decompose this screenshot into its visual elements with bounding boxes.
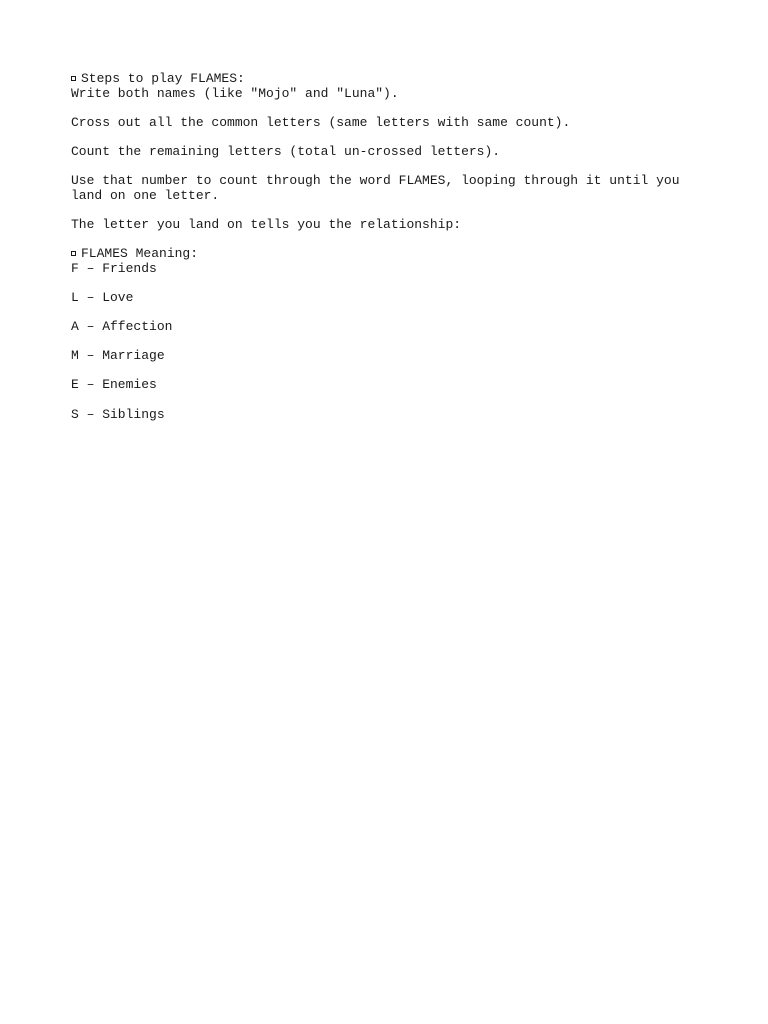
meaning-item: F – Friends [71,260,157,276]
steps-heading [71,72,711,87]
meaning-item: A – Affection [71,319,173,335]
step-item: Write both names (like "Mojo" and "Luna"). [71,85,399,101]
step-item: Use that number to count through the word FLAMES, looping through it until you land on one letter. [71,173,688,203]
steps-heading-text: Steps to play FLAMES: [81,71,245,86]
document-body [71,72,711,422]
missing-glyph-icon [71,251,76,256]
step-item: Cross out all the common letters (same letters with same count). [71,114,571,130]
missing-glyph-icon [71,76,76,81]
meaning-heading-text: FLAMES Meaning: [81,246,199,262]
meaning-heading [71,247,711,262]
meaning-item: S – Siblings [71,406,165,422]
step-item: Count the remaining letters (total un-crossed letters). [71,143,501,159]
step-item: The letter you land on tells you the relationship: [71,216,462,232]
meaning-item: L – Love [71,289,134,305]
meaning-item: M – Marriage [71,348,165,364]
meaning-item: E – Enemies [71,377,157,393]
